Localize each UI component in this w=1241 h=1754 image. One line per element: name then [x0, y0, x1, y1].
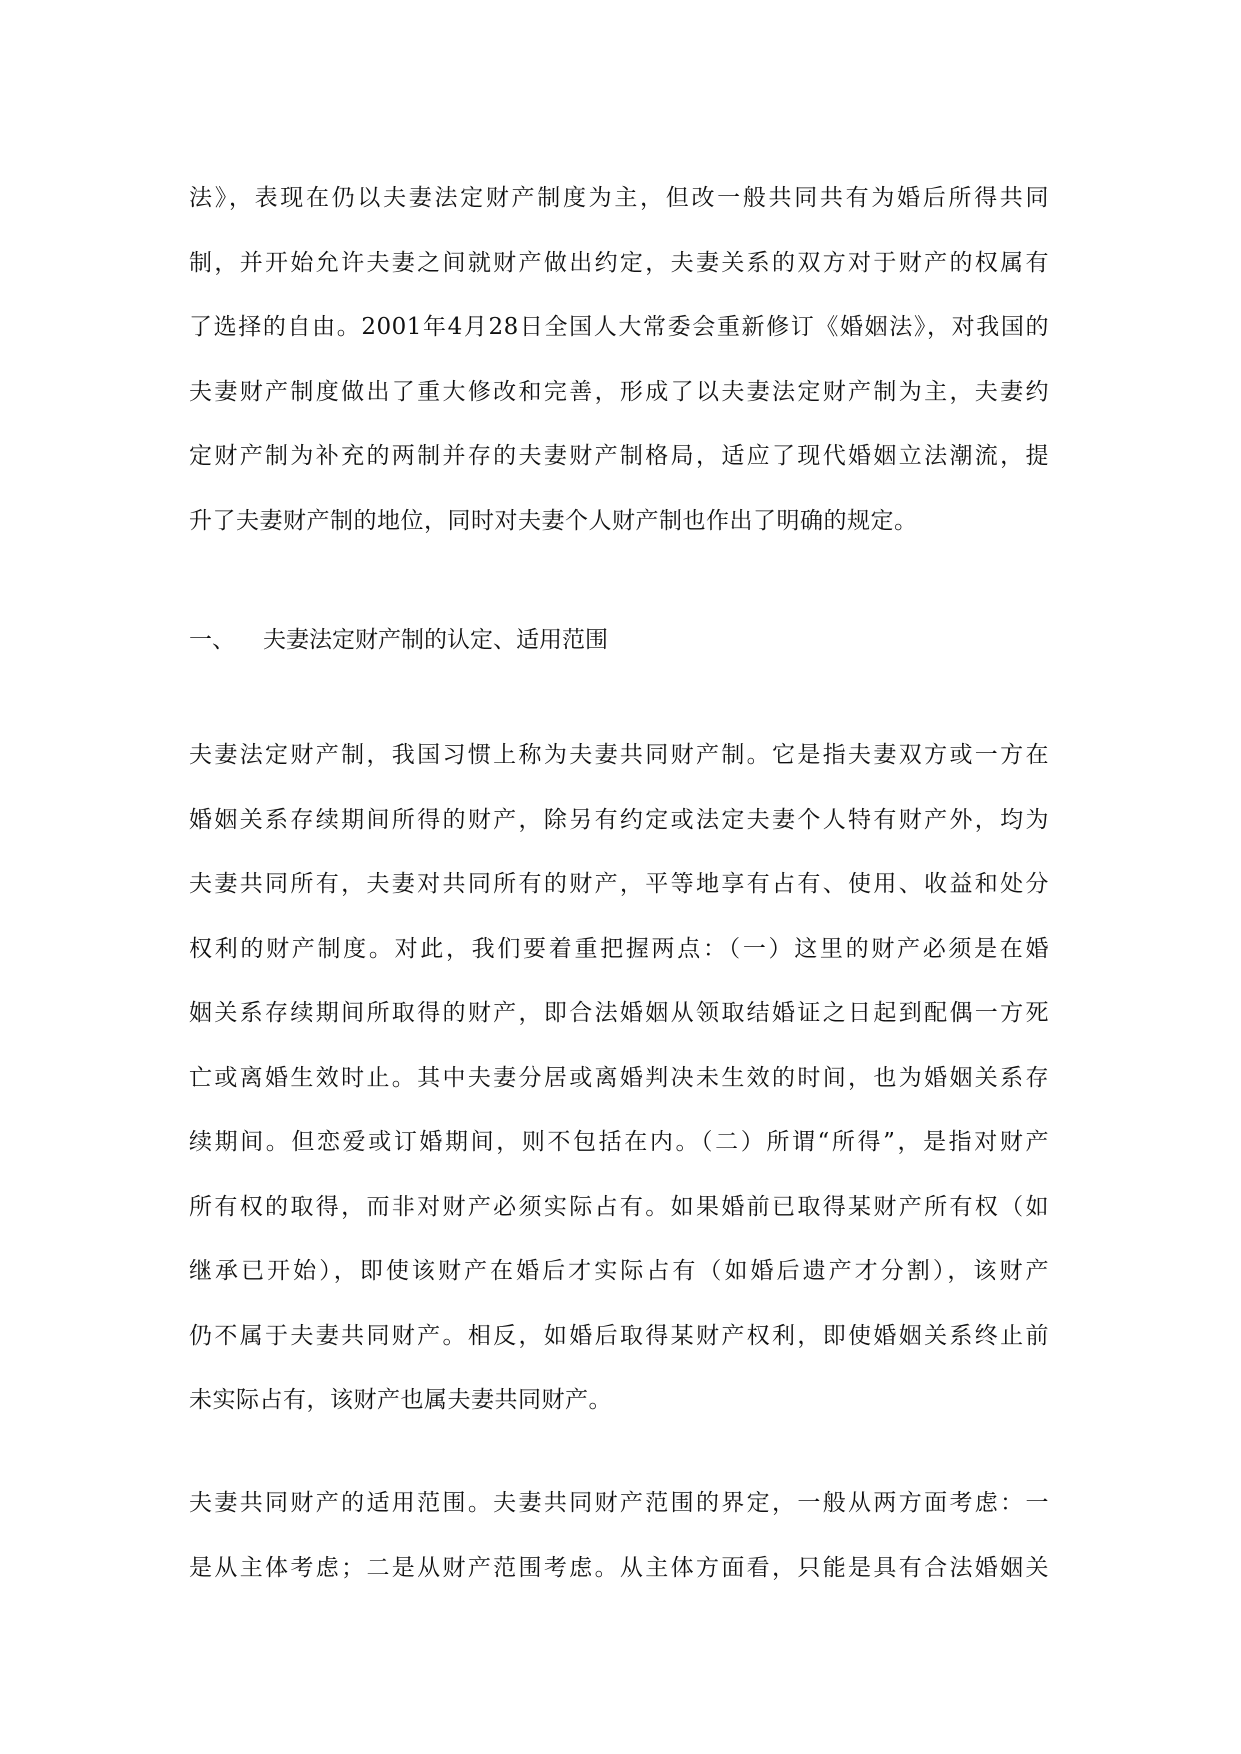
paragraph-line: 制，并开始允许夫妻之间就财产做出约定，夫妻关系的双方对于财产的权属有 — [189, 249, 1049, 276]
paragraph-line: 夫妻共同财产的适用范围。夫妻共同财产范围的界定，一般从两方面考虑：一 — [189, 1490, 1049, 1516]
section-heading — [189, 608, 608, 673]
paragraph-line: 仍不属于夫妻共同财产。相反，如婚后取得某财产权利，即使婚姻关系终止前 — [189, 1322, 1049, 1349]
paragraph-line: 是从主体考虑；二是从财产范围考虑。从主体方面看，只能是具有合法婚姻关 — [189, 1554, 1049, 1581]
paragraph-line: 续期间。但恋爱或订婚期间，则不包括在内。（二）所谓“所得”，是指对财产 — [189, 1129, 1049, 1155]
paragraph-line: 亡或离婚生效时止。其中夫妻分居或离婚判决未生效的时间，也为婚姻关系存 — [189, 1064, 1049, 1091]
section-title: 夫妻法定财产制的认定、适用范围 — [263, 627, 608, 653]
paragraph-line: 姻关系存续期间所取得的财产，即合法婚姻从领取结婚证之日起到配偶一方死 — [189, 1000, 1049, 1026]
paragraph-line: 夫妻法定财产制，我国习惯上称为夫妻共同财产制。它是指夫妻双方或一方在 — [189, 742, 1049, 768]
paragraph-line: 升了夫妻财产制的地位，同时对夫妻个人财产制也作出了明确的规定。 — [189, 507, 918, 534]
section-number: 一、 — [189, 627, 235, 653]
paragraph-line: 未实际占有，该财产也属夫妻共同财产。 — [189, 1387, 612, 1413]
paragraph-line: 定财产制为补充的两制并存的夫妻财产制格局，适应了现代婚姻立法潮流，提 — [189, 443, 1049, 469]
paragraph-line: 所有权的取得，而非对财产必须实际占有。如果婚前已取得某财产所有权（如 — [189, 1193, 1049, 1220]
paragraph-2 — [189, 723, 1049, 1433]
paragraph-line: 婚姻关系存续期间所得的财产，除另有约定或法定夫妻个人特有财产外，均为 — [189, 806, 1049, 833]
paragraph-line: 了选择的自由。2001年4月28日全国人大常委会重新修订《婚姻法》，对我国的 — [189, 314, 1049, 340]
paragraph-1 — [189, 166, 1049, 553]
paragraph-line: 夫妻财产制度做出了重大修改和完善，形成了以夫妻法定财产制为主，夫妻约 — [189, 378, 1049, 405]
paragraph-3 — [189, 1471, 1049, 1600]
paragraph-line: 权利的财产制度。对此，我们要着重把握两点：（一）这里的财产必须是在婚 — [189, 935, 1049, 962]
paragraph-line: 继承已开始），即使该财产在婚后才实际占有（如婚后遗产才分割），该财产 — [189, 1258, 1049, 1284]
paragraph-line: 法》，表现在仍以夫妻法定财产制度为主，但改一般共同共有为婚后所得共同 — [189, 185, 1049, 211]
paragraph-line: 夫妻共同所有，夫妻对共同所有的财产，平等地享有占有、使用、收益和处分 — [189, 871, 1049, 897]
